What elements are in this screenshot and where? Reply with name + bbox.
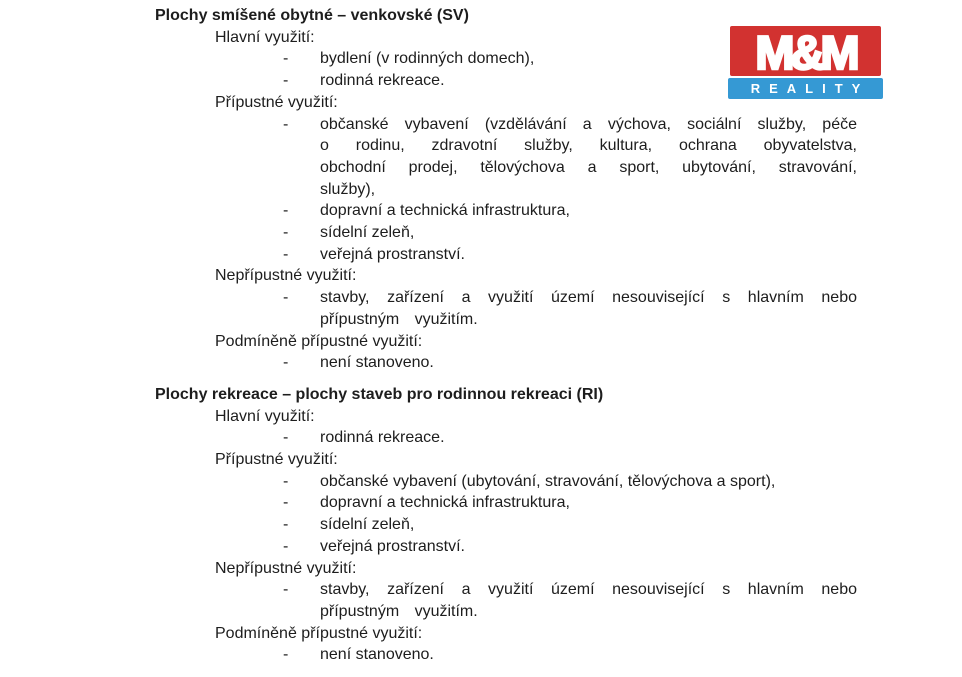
bullet-text: rodinná rekreace. <box>320 429 445 447</box>
usage-category-label: Nepřípustné využití: <box>215 267 357 285</box>
bullet-text: sídelní zeleň, <box>320 516 415 534</box>
usage-category-label: Podmíněně přípustné využití: <box>215 332 423 350</box>
bullet-item <box>155 200 857 222</box>
bullet-dash: - <box>283 581 289 599</box>
bullet-dash: - <box>283 115 289 133</box>
mm-reality-logo <box>728 26 883 99</box>
bullet-dash: - <box>283 50 289 68</box>
logo-mm-text: M&M <box>755 26 856 76</box>
bullet-item <box>155 514 857 536</box>
logo-reality-bar <box>728 78 883 99</box>
bullet-text: bydlení (v rodinných domech), <box>320 50 535 68</box>
bullet-text: stavby, zařízení a využití území nesouvisející s hlavním nebo přípustným využitím. <box>320 581 857 620</box>
bullet-dash: - <box>283 289 289 307</box>
bullet-dash: - <box>283 354 289 372</box>
bullet-text: dopravní a technická infrastruktura, <box>320 202 570 220</box>
bullet-dash: - <box>283 202 289 220</box>
section-heading: Plochy smíšené obytné – venkovské (SV) <box>155 7 469 24</box>
bullet-text: sídelní zeleň, <box>320 224 415 242</box>
bullet-text: veřejná prostranství. <box>320 537 465 555</box>
bullet-dash: - <box>283 472 289 490</box>
bullet-text: není stanoveno. <box>320 646 434 664</box>
usage-category-label: Hlavní využití: <box>215 407 315 425</box>
bullet-text: občanské vybavení (ubytování, stravování, tělovýchova a sport), <box>320 472 776 490</box>
bullet-text: rodinná rekreace. <box>320 72 445 90</box>
bullet-dash: - <box>283 72 289 90</box>
bullet-item <box>155 492 857 514</box>
bullet-item <box>155 644 857 666</box>
usage-category-label: Přípustné využití: <box>215 93 338 111</box>
bullet-item <box>155 579 857 622</box>
bullet-item <box>155 287 857 330</box>
section-heading: Plochy rekreace – plochy staveb pro rodinnou rekreaci (RI) <box>155 385 604 403</box>
bullet-dash: - <box>283 646 289 664</box>
bullet-dash: - <box>283 537 289 555</box>
document-section <box>155 384 857 666</box>
logo-red-box <box>730 26 881 76</box>
bullet-item <box>155 244 857 266</box>
bullet-dash: - <box>283 429 289 447</box>
bullet-dash: - <box>283 224 289 242</box>
bullet-text: občanské vybavení (vzdělávání a výchova, sociální služby, péče o rodinu, zdravotní služby, kultura, ochrana obyvatelstva, obchodní prodej, tělovýchova a sport, ubytování, stravování, služby), <box>320 115 857 198</box>
bullet-dash: - <box>283 245 289 263</box>
bullet-item <box>155 352 857 374</box>
bullet-text: dopravní a technická infrastruktura, <box>320 494 570 512</box>
bullet-item <box>155 536 857 558</box>
bullet-dash: - <box>283 516 289 534</box>
bullet-dash: - <box>283 494 289 512</box>
bullet-item <box>155 471 857 493</box>
logo-reality-text: REALITY <box>750 81 870 96</box>
document-body <box>155 5 857 666</box>
bullet-item <box>155 114 857 201</box>
bullet-text: stavby, zařízení a využití území nesouvisející s hlavním nebo přípustným využitím. <box>320 289 857 328</box>
logo-mm-graphic <box>730 26 881 76</box>
usage-category-label: Nepřípustné využití: <box>215 559 357 577</box>
usage-category-label: Hlavní využití: <box>215 28 315 46</box>
bullet-text: není stanoveno. <box>320 354 434 372</box>
usage-category-label: Podmíněně přípustné využití: <box>215 624 423 642</box>
usage-category-label: Přípustné využití: <box>215 451 338 469</box>
bullet-item <box>155 222 857 244</box>
bullet-text: veřejná prostranství. <box>320 245 465 263</box>
bullet-item <box>155 427 857 449</box>
